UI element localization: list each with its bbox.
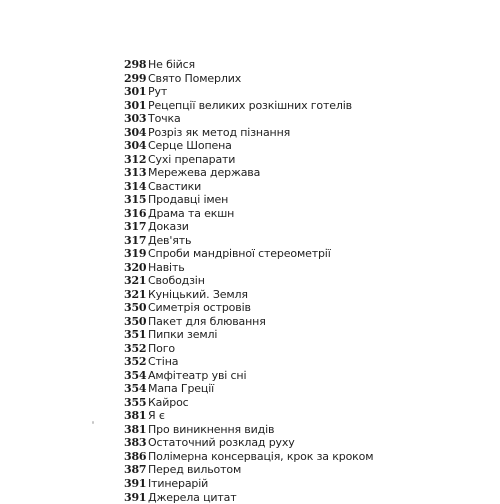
- toc-page-number: 316: [124, 207, 148, 221]
- toc-entry: [124, 396, 484, 410]
- toc-entry: [124, 355, 484, 369]
- toc-entry-title: Рецепції великих розкішних готелів: [148, 99, 352, 113]
- toc-entry-title: Сухі препарати: [148, 153, 235, 167]
- toc-entry: [124, 72, 484, 86]
- toc-entry-title: Симетрія островів: [148, 301, 251, 315]
- toc-page-number: 354: [124, 382, 148, 396]
- toc-entry: [124, 423, 484, 437]
- toc-page-number: 381: [124, 423, 148, 437]
- toc-entry: [124, 193, 484, 207]
- toc-entry-title: Кайрос: [148, 396, 189, 410]
- toc-page-number: 314: [124, 180, 148, 194]
- toc-page-number: 304: [124, 126, 148, 140]
- toc-page-number: 352: [124, 342, 148, 356]
- toc-entry-title: Стіна: [148, 355, 178, 369]
- toc-entry: [124, 220, 484, 234]
- toc-entry: [124, 261, 484, 275]
- toc-entry-title: Дев'ять: [148, 234, 191, 248]
- toc-page-number: 352: [124, 355, 148, 369]
- toc-page-number: 387: [124, 463, 148, 477]
- toc-page-number: 321: [124, 274, 148, 288]
- toc-entry: [124, 207, 484, 221]
- toc-entry-title: Рут: [148, 85, 167, 99]
- toc-entry: [124, 112, 484, 126]
- toc-page-number: 301: [124, 99, 148, 113]
- toc-entry: [124, 450, 484, 464]
- toc-entry-title: Пипки землі: [148, 328, 217, 342]
- toc-entry: [124, 85, 484, 99]
- toc-entry-title: Серце Шопена: [148, 139, 232, 153]
- toc-page-number: 304: [124, 139, 148, 153]
- toc-page-number: 391: [124, 491, 148, 504]
- toc-entry: [124, 436, 484, 450]
- toc-entry-title: Свободзін: [148, 274, 205, 288]
- toc-entry-title: Про виникнення видів: [148, 423, 274, 437]
- toc-entry-title: Амфітеатр уві сні: [148, 369, 246, 383]
- toc-page-number: 351: [124, 328, 148, 342]
- toc-entry-title: Навіть: [148, 261, 185, 275]
- toc-entry: [124, 247, 484, 261]
- toc-entry-title: Розріз як метод пізнання: [148, 126, 290, 140]
- toc-page-number: 381: [124, 409, 148, 423]
- toc-entry: [124, 153, 484, 167]
- toc-entry-title: Свято Померлих: [148, 72, 241, 86]
- toc-entry-title: Куніцький. Земля: [148, 288, 248, 302]
- toc-entry-title: Спроби мандрівної стереометрії: [148, 247, 331, 261]
- toc-entry: [124, 234, 484, 248]
- toc-page-number: 317: [124, 234, 148, 248]
- toc-entry-title: Пакет для блювання: [148, 315, 266, 329]
- toc-entry: [124, 315, 484, 329]
- toc-entry: [124, 99, 484, 113]
- toc-entry: [124, 342, 484, 356]
- toc-entry: [124, 491, 484, 504]
- toc-page-number: 355: [124, 396, 148, 410]
- toc-page-number: 383: [124, 436, 148, 450]
- toc-page-number: 313: [124, 166, 148, 180]
- toc-entry: [124, 274, 484, 288]
- toc-page-number: 303: [124, 112, 148, 126]
- toc-page-number: 317: [124, 220, 148, 234]
- toc-page-number: 321: [124, 288, 148, 302]
- toc-entry: [124, 126, 484, 140]
- toc-page-number: 354: [124, 369, 148, 383]
- toc-page-number: 312: [124, 153, 148, 167]
- toc-entry-title: Я є: [148, 409, 165, 423]
- toc-entry-title: Пого: [148, 342, 175, 356]
- toc-entry: [124, 409, 484, 423]
- toc-page-number: 299: [124, 72, 148, 86]
- toc-page-number: 301: [124, 85, 148, 99]
- toc-entry: [124, 288, 484, 302]
- toc-entry: [124, 139, 484, 153]
- toc-entry: [124, 463, 484, 477]
- table-of-contents: [124, 58, 484, 504]
- toc-page-number: 319: [124, 247, 148, 261]
- toc-entry-title: Докази: [148, 220, 189, 234]
- toc-page-number: 350: [124, 301, 148, 315]
- toc-entry: [124, 369, 484, 383]
- toc-entry-title: Мапа Греції: [148, 382, 214, 396]
- toc-entry: [124, 180, 484, 194]
- toc-entry-title: Остаточний розклад руху: [148, 436, 295, 450]
- toc-entry-title: Джерела цитат: [148, 491, 237, 504]
- toc-entry: [124, 328, 484, 342]
- toc-page-number: 320: [124, 261, 148, 275]
- toc-page-number: 391: [124, 477, 148, 491]
- toc-entry-title: Перед вильотом: [148, 463, 241, 477]
- toc-entry-title: Точка: [148, 112, 181, 126]
- toc-entry-title: Драма та екшн: [148, 207, 234, 221]
- toc-page-number: 350: [124, 315, 148, 329]
- toc-entry-title: Свастики: [148, 180, 201, 194]
- toc-entry-title: Не бійся: [148, 58, 195, 72]
- margin-mark: [92, 421, 94, 424]
- toc-entry: [124, 477, 484, 491]
- toc-page-number: 315: [124, 193, 148, 207]
- toc-entry: [124, 58, 484, 72]
- toc-entry: [124, 301, 484, 315]
- toc-entry: [124, 166, 484, 180]
- toc-entry-title: Ітинерарій: [148, 477, 208, 491]
- toc-page-number: 298: [124, 58, 148, 72]
- toc-entry-title: Полімерна консервація, крок за кроком: [148, 450, 373, 464]
- toc-entry: [124, 382, 484, 396]
- toc-page-number: 386: [124, 450, 148, 464]
- toc-entry-title: Продавці імен: [148, 193, 228, 207]
- toc-entry-title: Мережева держава: [148, 166, 260, 180]
